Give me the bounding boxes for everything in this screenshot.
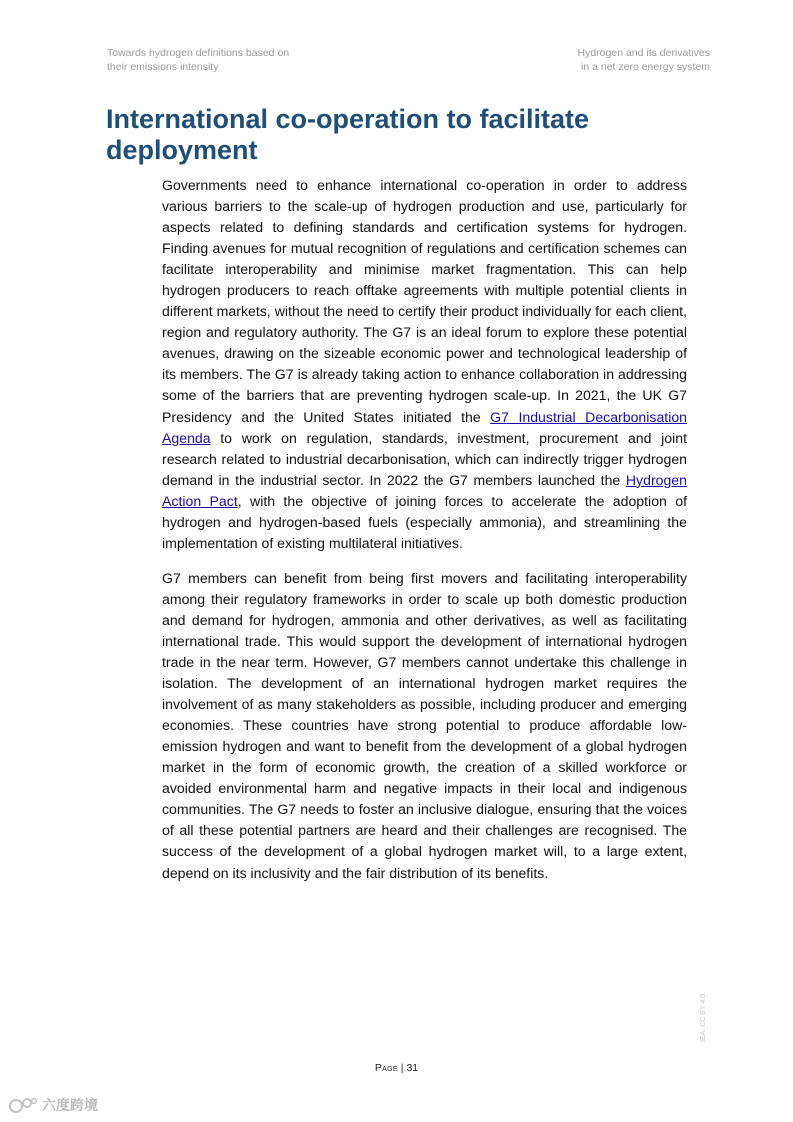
page-title-line-2: deployment xyxy=(106,135,258,165)
header-left-line-1: Towards hydrogen definitions based on xyxy=(107,47,290,59)
running-header-right xyxy=(450,47,710,74)
page-title-line-1: International co-operation to facilitate xyxy=(106,104,590,134)
hydrogen-action-pact-link[interactable]: Hydrogen Action Pact xyxy=(162,471,687,509)
paragraph-2: G7 members can benefit from being first movers and facilitating interoperability among their regulatory frameworks in order to scale up both domestic production and demand for hydrogen, ammonia and other derivatives, as well as facilitating international trade. This would support the development of international hydrogen trade in the near term. However, G7 members cannot undertake this challenge in isolation. The development of an international hydrogen market requires the involvement of as many stakeholders as possible, including producer and emerging economies. These countries have strong potential to produce affordable low-emission hydrogen and want to benefit from the development of a global hydrogen market in the form of economic growth, the creation of a skilled workforce or avoided environmental harm and negative impacts in their local and indigenous communities. The G7 needs to foster an inclusive dialogue, ensuring that the voices of all these potential partners are heard and their challenges are recognised. The success of the development of a global hydrogen market will, to a large extent, depend on its inclusivity and the fair distribution of its benefits. xyxy=(162,569,687,881)
running-header-left xyxy=(107,47,347,74)
header-right-line-1: Hydrogen and its derivatives xyxy=(577,47,710,59)
watermark-text: 六度跨境 xyxy=(42,1097,98,1113)
paragraph-1-text-c: , with the objective of joining forces to accelerate the adoption of hydrogen and hydrogen-based fuels (especially ammonia), and streamlining the implementation of existing multilateral initiatives. xyxy=(162,492,687,551)
page-separator: | xyxy=(397,1062,407,1074)
watermark-logo-icon xyxy=(8,1096,38,1114)
g7-industrial-decarbonisation-agenda-link[interactable]: G7 Industrial Decarbonisation Agenda xyxy=(162,408,688,446)
watermark xyxy=(8,1095,98,1115)
page-label: Page xyxy=(374,1062,398,1074)
paragraph-1-text-a: Governments need to enhance international co-operation in order to address various barriers to the scale-up of hydrogen production and use, particularly for aspects related to defining standards and certification systems for hydrogen. Finding avenues for mutual recognition of regulations and certification schemes can facilitate interoperability and minimise market fragmentation. This can help hydrogen producers to reach offtake agreements with multiple potential clients in different markets, without the need to certify their product individually for each client, region and regulatory authority. The G7 is an ideal forum to explore these potential avenues, drawing on the sizeable economic power and technological leadership of its members. The G7 is already taking action to enhance collaboration in addressing some of the barriers that are preventing hydrogen scale-up. In 2021, the UK G7 Presidency and the United States initiated the xyxy=(162,177,687,425)
header-right-line-2: in a net zero energy system xyxy=(581,60,710,73)
page-number-value: 31 xyxy=(406,1062,419,1074)
page-number xyxy=(0,1062,793,1074)
body-text xyxy=(162,175,687,898)
page-title xyxy=(106,104,706,166)
header-left-line-2: their emissions intensity xyxy=(107,60,219,73)
paragraph-1-text-b: to work on regulation, standards, investment, procurement and joint research related to industrial decarbonisation, which can indirectly trigger hydrogen demand in the industrial sector. In 2022 the G7 members launched the xyxy=(162,429,687,488)
license-mark: IEA. CC BY 4.0. xyxy=(700,991,707,1042)
paragraph-1 xyxy=(162,175,687,554)
